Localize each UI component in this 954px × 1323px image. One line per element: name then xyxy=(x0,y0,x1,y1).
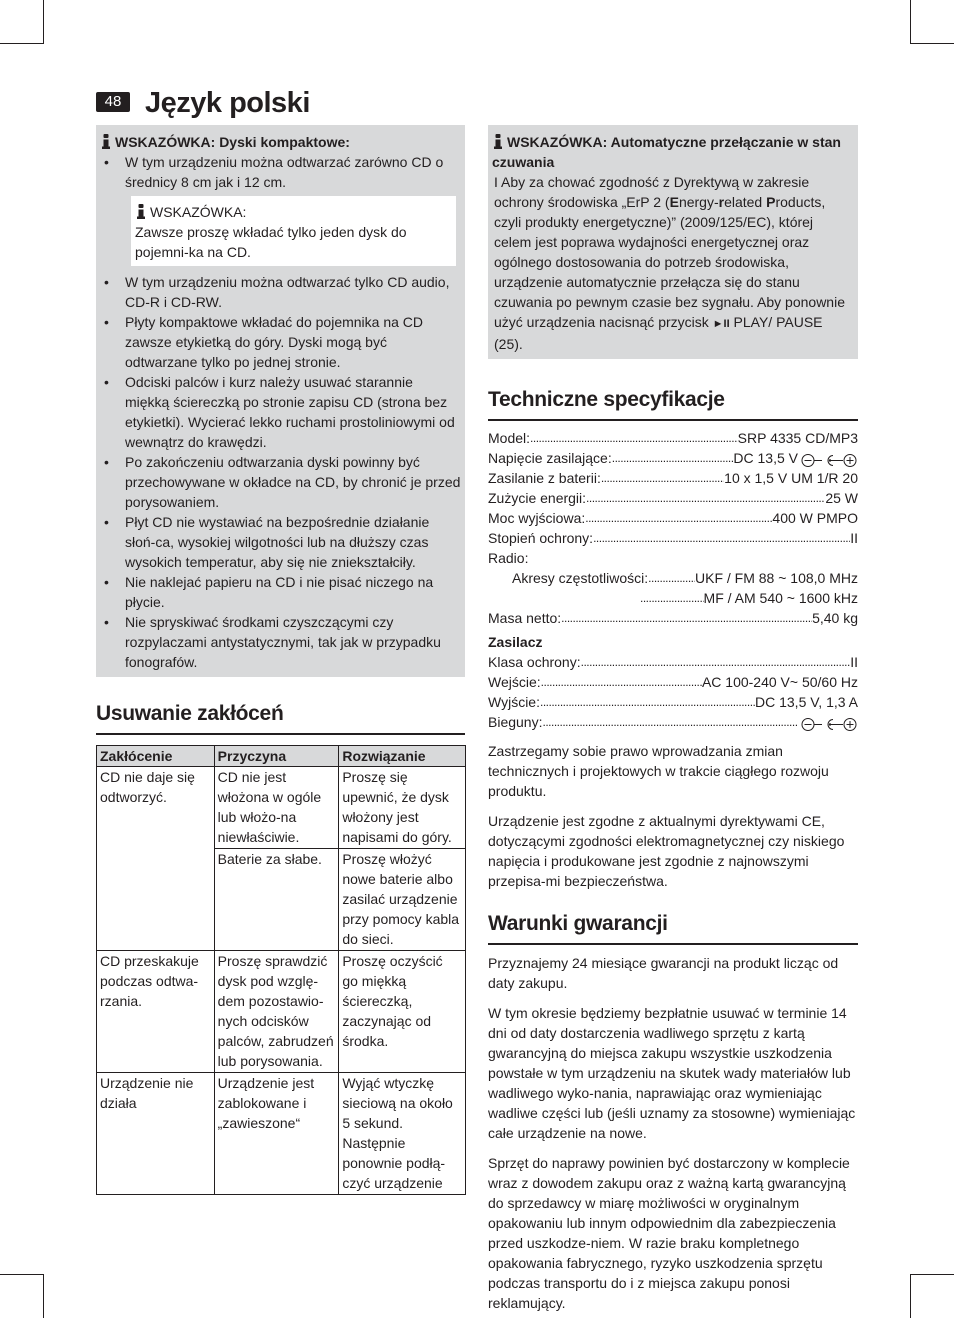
cause-cell: Proszę sprawdzić dysk pod wzglę-dem pozostawio-nych odcisków palców, zabrudzeń lub porysowania. xyxy=(214,951,339,1073)
leader-dots xyxy=(541,672,702,692)
note-text-part: nergy- xyxy=(678,194,719,210)
page-number: 48 xyxy=(96,92,130,112)
spec-label: Masa netto: xyxy=(488,610,562,626)
section-heading-specs: Techniczne specyfikacje xyxy=(488,387,858,421)
spec-value: DC 13,5 V, 1,3 A xyxy=(755,694,858,710)
note-text-part: PLAY/ PAUSE (25). xyxy=(494,314,823,352)
list-item: • W tym urządzeniu można odtwarzać tylko CD audio, CD-R i CD-RW. xyxy=(100,272,461,312)
note-heading xyxy=(100,132,461,152)
cause-cell: Baterie za słabe. xyxy=(214,849,339,951)
note-bold-letter: E xyxy=(669,194,679,210)
spec-row-psu-output xyxy=(488,692,858,712)
spec-row-mass xyxy=(488,608,858,628)
spec-value: UKF / FM 88 ~ 108,0 MHz xyxy=(695,570,858,586)
spec-value: II xyxy=(850,654,858,670)
spec-value: II xyxy=(850,530,858,546)
note-text-part: elated xyxy=(724,194,767,210)
info-icon xyxy=(135,204,147,219)
list-item: • Nie naklejać papieru na CD i nie pisać niczego na płycie. xyxy=(100,572,461,612)
spec-row-psu-poles xyxy=(488,712,858,732)
crop-mark xyxy=(910,43,954,44)
note-heading-text: WSKAZÓWKA: Dyski kompaktowe: xyxy=(115,134,350,150)
table-row xyxy=(97,767,466,849)
spec-row-model xyxy=(488,428,858,448)
info-icon xyxy=(100,134,112,149)
spec-value: 400 W PMPO xyxy=(772,510,858,526)
leader-dots xyxy=(640,588,704,608)
column-header: Przyczyna xyxy=(214,746,339,767)
right-column xyxy=(488,125,858,1323)
leader-dots xyxy=(648,568,695,588)
inner-note xyxy=(131,196,456,266)
leader-dots xyxy=(581,652,851,672)
note-bold-letter: P xyxy=(766,194,776,210)
spec-label: Napięcie zasilające: xyxy=(488,450,612,466)
play-pause-icon: ►II xyxy=(712,318,730,330)
spec-row-protection xyxy=(488,528,858,548)
problem-cell: CD przeskakuje podczas odtwa-rzania. xyxy=(97,951,215,1073)
spec-value: 5,40 kg xyxy=(812,610,858,626)
column-header: Rozwiązanie xyxy=(339,746,466,767)
page-title: Język polski xyxy=(145,87,310,119)
spec-value: SRP 4335 CD/MP3 xyxy=(737,430,858,446)
inner-note-text: Zawsze proszę wkładać tylko jeden dysk do pojemni-ka na CD. xyxy=(135,224,407,260)
cause-cell: Urządzenie jest zablokowane i „zawieszone“ xyxy=(214,1073,339,1195)
crop-mark xyxy=(0,43,44,44)
crop-mark xyxy=(910,1274,911,1318)
table-header-row xyxy=(97,746,466,767)
spec-label: Stopień ochrony: xyxy=(488,530,594,546)
spec-label: Wejście: xyxy=(488,674,541,690)
solution-cell: Wyjąć wtyczkę sieciową na około 5 sekund. Następnie ponownie podłą-czyć urządzenie xyxy=(339,1073,466,1195)
troubleshooting-table xyxy=(96,745,466,1195)
inner-note-heading xyxy=(135,202,452,222)
crop-mark xyxy=(43,1274,44,1318)
spec-row-psu-input xyxy=(488,672,858,692)
spec-value: AC 100-240 V~ 50/60 Hz xyxy=(701,674,858,690)
list-item: • Odciski palców i kurz należy usuwać starannie miękką ściereczką po stronie zapisu CD (strona bez etykietki). Wycierać lekko ruchami prostoliniowymi od wewnątrz do krawędzi. xyxy=(100,372,461,452)
spec-row-consumption xyxy=(488,488,858,508)
bullet-list xyxy=(100,152,461,192)
problem-cell: Urządzenie nie działa xyxy=(97,1073,215,1195)
note-box-compact-discs xyxy=(96,125,465,677)
list-item: • Nie spryskiwać środkami czyszczącymi czy rozpylaczami antystatycznymi, tak jak w przypadku fonografów. xyxy=(100,612,461,672)
spec-value: 25 W xyxy=(825,490,858,506)
warranty-paragraph: W tym okresie będziemy bezpłatnie usuwać w terminie 14 dni od daty dostarczenia wadliwego sprzętu z kartą gwarancyjną do miejsca zakupu wszystkie uszkodzenia powstałe w tym urządzeniu na skutek wady materiałów lub wadliwego wyko-nania, naprawiając oraz wymieniając wadliwe części lub (jeśli uznamy za stosowne) wymieniając całe urządzenie na nowe. xyxy=(488,1005,856,1141)
section-heading-warranty: Warunki gwarancji xyxy=(488,911,858,945)
spec-label: Zużycie energii: xyxy=(488,490,587,506)
spec-label: Zasilanie z baterii: xyxy=(488,470,601,486)
list-item: • Płyt CD nie wystawiać na bezpośrednie działanie słoń-ca, wysokiej wilgotności lub na dłuższy czas wysokich temperatur, aby się nie zniekształciły. xyxy=(100,512,461,572)
spec-value: 10 x 1,5 V UM 1/R 20 xyxy=(724,470,858,486)
leader-dots xyxy=(612,448,734,468)
leader-dots xyxy=(540,692,755,712)
list-item: • Po zakończeniu odtwarzania dyski powinny być przechowywane w okładce na CD, by chronić je przed porysowaniem. xyxy=(100,452,461,512)
specs-section xyxy=(488,387,858,891)
leader-dots xyxy=(601,468,724,488)
spec-row-frequency xyxy=(488,568,858,588)
troubleshooting-section xyxy=(96,701,465,1195)
specs-paragraph: Zastrzegamy sobie prawo wprowadzania zmian technicznych i projektowych w trakcie ciągłego rozwoju produktu. xyxy=(488,743,829,799)
problem-cell: CD nie daje się odtworzyć. xyxy=(97,767,215,951)
note-bold-letter: r xyxy=(718,194,725,210)
leader-dots xyxy=(561,608,812,628)
solution-cell: Proszę oczyścić go miękką ściereczką, zaczynając od środka. xyxy=(339,951,466,1073)
solution-cell: Proszę się upewnić, że dysk włożony jest napisami do góry. xyxy=(339,767,466,849)
spec-label: Bieguny: xyxy=(488,714,543,730)
list-item: • Płyty kompaktowe wkładać do pojemnika na CD zawsze etykietką do góry. Dyski mogą być odtwarzane tylko po jednej stronie. xyxy=(100,312,461,372)
note-text-part: I Aby za chować zgodność z Dyrektywą w zakresie ochrony środowiska „ErP 2 ( xyxy=(494,174,810,210)
cause-cell: CD nie jest włożona w ogóle lub włożo-na niewłaściwie. xyxy=(214,767,339,849)
spec-value: DC 13,5 V xyxy=(733,450,798,466)
leader-dots xyxy=(542,712,798,732)
crop-mark xyxy=(0,1274,44,1275)
polarity-icon xyxy=(800,717,858,732)
specs-paragraph: Urządzenie jest zgodne z aktualnymi dyrektywami CE, dotyczącymi zgodności elektromagnetycznej czy niskiego napięcia i produkowane jest zgodnie z najnowszymi przepisa-mi bezpieczeństwa. xyxy=(488,813,845,889)
note-box-standby xyxy=(488,125,858,359)
note-heading-text: WSKAZÓWKA: Automatyczne przełączanie w stan czuwania xyxy=(492,134,841,170)
leader-dots xyxy=(530,428,738,448)
polarity-icon xyxy=(800,453,858,468)
inner-note-heading-text: WSKAZÓWKA: xyxy=(150,204,247,220)
psu-heading: Zasilacz xyxy=(488,634,543,650)
leader-dots xyxy=(593,528,850,548)
note-heading xyxy=(492,132,854,172)
leader-dots xyxy=(586,488,825,508)
spec-row-voltage xyxy=(488,448,858,468)
spec-label: Wyjście: xyxy=(488,694,540,710)
spec-row-psu-class xyxy=(488,652,858,672)
solution-cell: Proszę włożyć nowe baterie albo zasilać urządzenie przy pomocy kabla do sieci. xyxy=(339,849,466,951)
warranty-paragraph: Przyznajemy 24 miesiące gwarancji na produkt licząc od daty zakupu. xyxy=(488,955,839,991)
section-heading-troubleshooting: Usuwanie zakłóceń xyxy=(96,701,465,735)
list-item: • W tym urządzeniu można odtwarzać zarówno CD o średnicy 8 cm jak i 12 cm. xyxy=(100,152,461,192)
left-column xyxy=(96,125,465,1195)
spec-label: Model: xyxy=(488,430,531,446)
crop-mark xyxy=(43,0,44,44)
warranty-section xyxy=(488,911,858,1313)
column-header: Zakłócenie xyxy=(97,746,215,767)
leader-dots xyxy=(585,508,772,528)
crop-mark xyxy=(910,1274,954,1275)
bullet-list xyxy=(100,272,461,672)
warranty-paragraph: Sprzęt do naprawy powinien być dostarczony w komplecie wraz z dowodem zakupu oraz z ważną kartą gwarancyjną do sprzedawcy w miarę możliwości w oryginalnym opakowaniu lub innym odpowiednim dla zabezpieczenia przed uszkodze-niem. W razie braku kompletnego opakowania fabrycznego, ryzyko uszkodzenia sprzętu podczas transportu do i z miejsca zakupu ponosi reklamujący. xyxy=(488,1155,850,1311)
spec-label: Akresy częstotliwości: xyxy=(512,570,649,586)
note-text xyxy=(492,172,854,354)
note-text-part: roducts, czyli produkty energetyczne)” (2009/125/EC), której celem jest poprawa wydajności energetycznej oraz ogólnego dostosowania do potrzeb środowiska, urządzenie automatycznie przełącza się do stanu czuwania po pewnym czasie bez sygnału. Aby ponownie użyć urządzenia nacisnąć przycisk xyxy=(494,194,845,330)
spec-label: Klasa ochrony: xyxy=(488,654,581,670)
info-icon xyxy=(492,134,504,149)
spec-row-frequency-mf xyxy=(488,588,858,608)
spec-row-battery xyxy=(488,468,858,488)
spec-label: Moc wyjściowa: xyxy=(488,510,586,526)
table-row xyxy=(97,951,466,1073)
spec-list xyxy=(488,428,858,732)
crop-mark xyxy=(910,0,911,44)
spec-row-power xyxy=(488,508,858,528)
spec-label-radio: Radio: xyxy=(488,550,529,566)
table-row xyxy=(97,1073,466,1195)
spec-value: MF / AM 540 ~ 1600 kHz xyxy=(703,590,858,606)
